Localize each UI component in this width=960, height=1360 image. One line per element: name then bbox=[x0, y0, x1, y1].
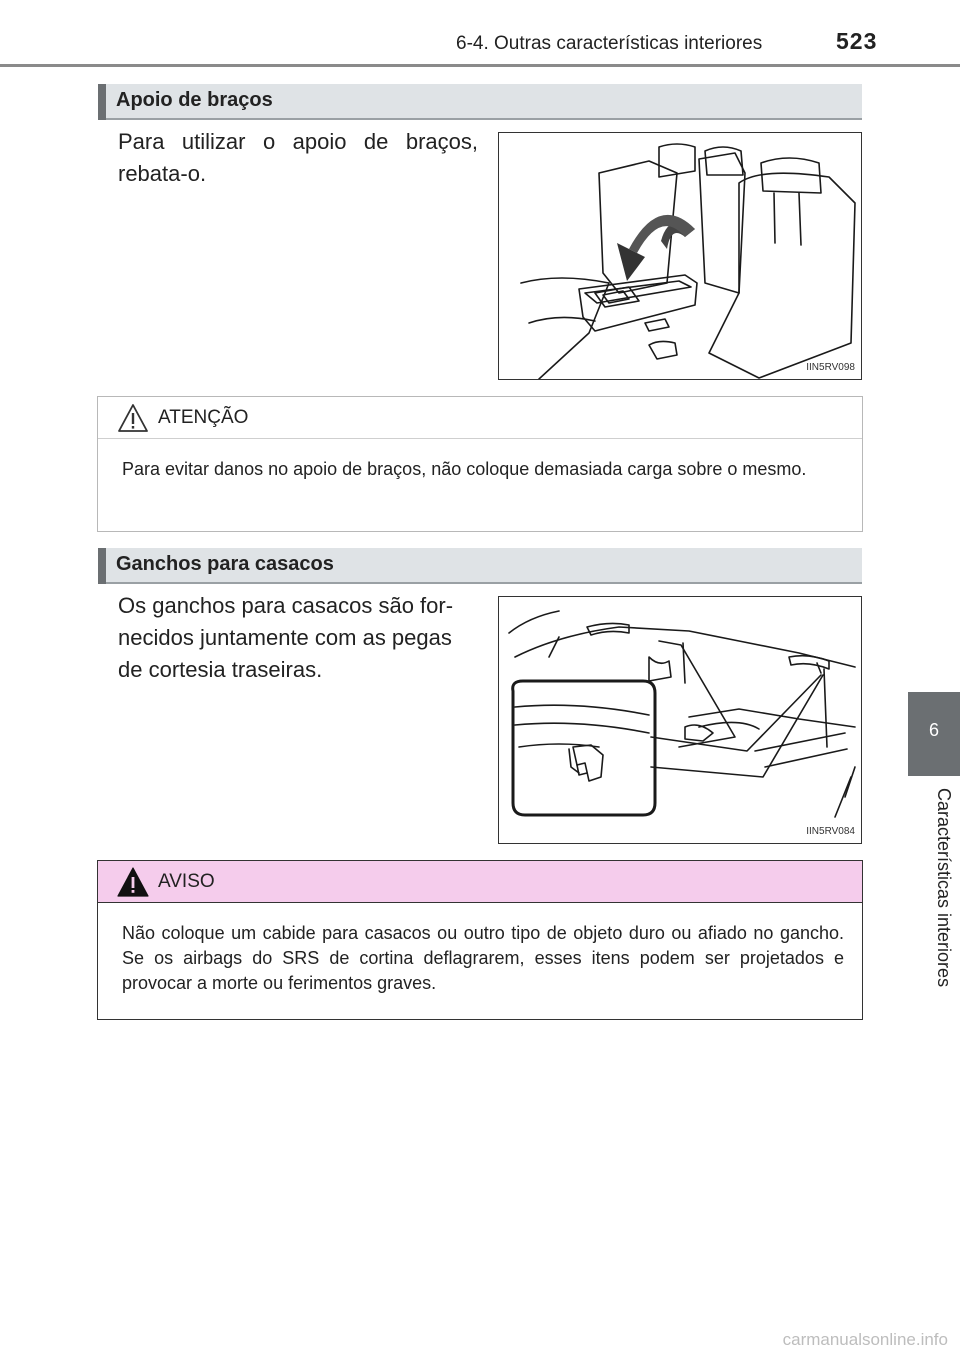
section-header-armrest bbox=[98, 84, 862, 120]
caution-label: ATENÇÃO bbox=[158, 407, 249, 428]
section-accent bbox=[98, 84, 106, 120]
caution-triangle-outline-icon bbox=[116, 402, 150, 434]
section-accent bbox=[98, 548, 106, 584]
section-title: Apoio de braços bbox=[116, 89, 273, 111]
running-header-title: 6-4. Outras características interiores bbox=[456, 33, 763, 54]
armrest-illustration bbox=[498, 132, 862, 380]
warning-notice bbox=[97, 860, 863, 1020]
coat-hook-drawing bbox=[499, 597, 861, 843]
coat-hook-illustration bbox=[498, 596, 862, 844]
figure-code: IIN5RV098 bbox=[806, 362, 855, 373]
warning-label: AVISO bbox=[158, 871, 215, 892]
caution-header bbox=[98, 397, 862, 439]
section-title: Ganchos para casacos bbox=[116, 553, 334, 575]
caution-text: Para evitar danos no apoio de braços, não coloque demasiada carga sobre o mesmo. bbox=[122, 459, 807, 479]
caution-notice bbox=[97, 396, 863, 532]
header-divider bbox=[0, 64, 960, 67]
warning-header bbox=[98, 861, 862, 903]
warning-triangle-filled-icon bbox=[116, 866, 150, 898]
warning-text: Não coloque um cabide para casacos ou outro tipo de objeto duro ou afiado no gancho. Se os airbags do SRS de cortina deflagrarem, esses itens podem ser projetados e provocar a morte ou ferimentos graves. bbox=[122, 923, 844, 993]
rear-seat-armrest-drawing bbox=[499, 133, 861, 379]
chapter-tab[interactable] bbox=[908, 692, 960, 776]
section-header-coat-hooks bbox=[98, 548, 862, 584]
coat-hooks-description: Os ganchos para casacos são for-necidos juntamente com as pegas de cortesia traseiras. bbox=[118, 593, 454, 682]
armrest-instructions: Para utilizar o apoio de braços, rebata-o. bbox=[118, 129, 478, 186]
figure-code: IIN5RV084 bbox=[806, 826, 855, 837]
watermark: carmanualsonline.info bbox=[782, 1330, 948, 1349]
chapter-title-vertical: Características interiores bbox=[934, 788, 954, 988]
page-number: 523 bbox=[836, 28, 878, 54]
chapter-number: 6 bbox=[928, 720, 939, 740]
